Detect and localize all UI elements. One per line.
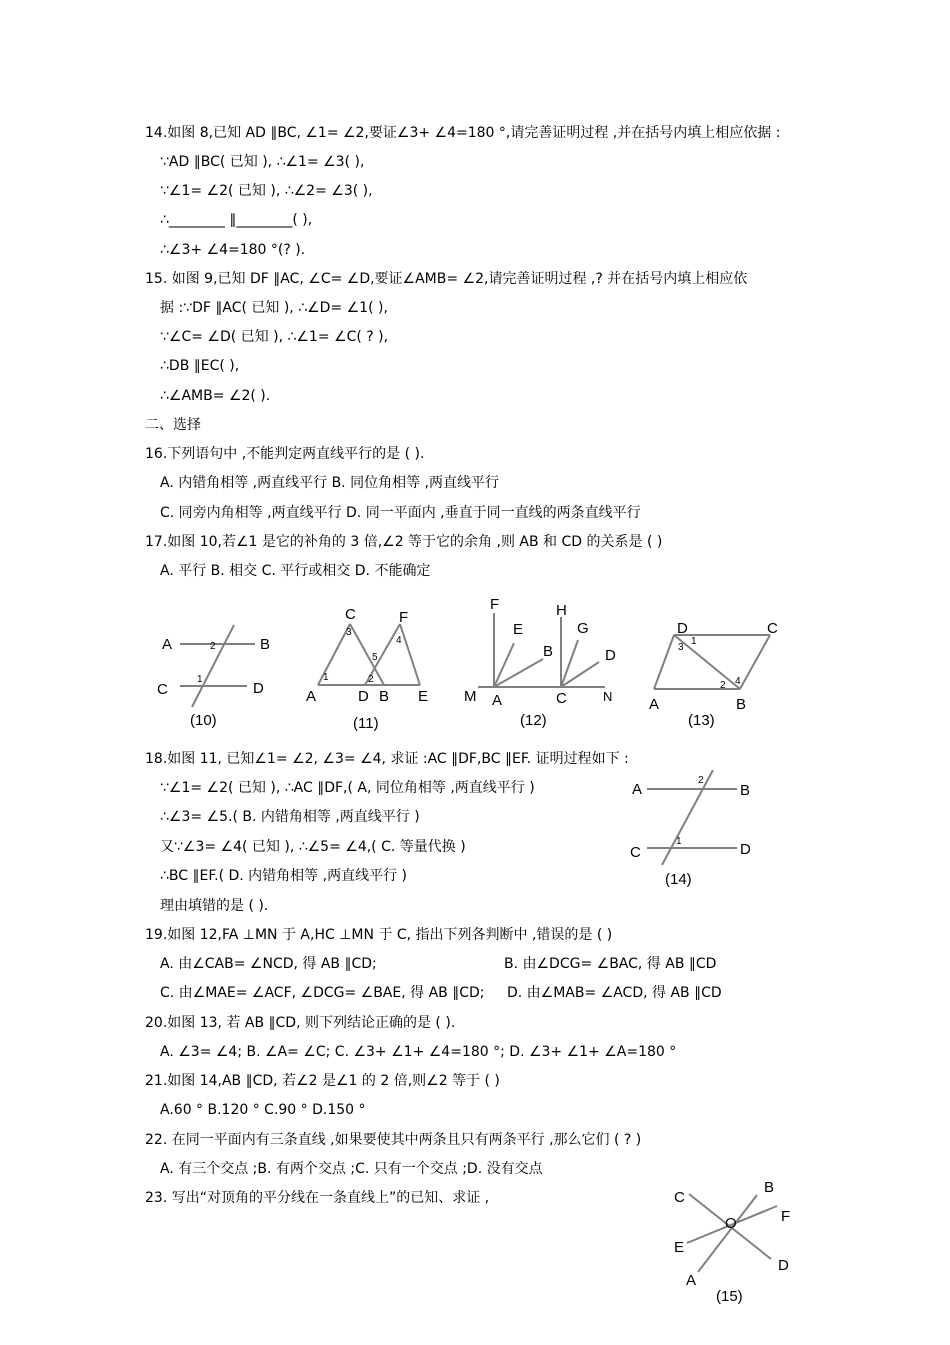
point-label: D (605, 647, 616, 664)
text-line-q20_1: A. ∠3= ∠4; B. ∠A= ∠C; C. ∠3+ ∠1+ ∠4=180 °; D. ∠3+ ∠1+ ∠A=180 ° (160, 1044, 677, 1060)
text-line-q19_2: B. 由∠DCG= ∠BAC, 得 AB ∥CD (504, 956, 717, 972)
point-label: F (781, 1208, 791, 1225)
figure-13 (640, 615, 790, 735)
text-line-q18_3: 又∵∠3= ∠4( 已知 ), ∴∠5= ∠4,( C. 等量代换 ) (160, 839, 466, 855)
figure-10 (150, 615, 280, 735)
point-label: D (677, 620, 688, 637)
point-label: A (649, 696, 660, 713)
angle-label: 1 (323, 672, 329, 683)
point-label: C (630, 844, 641, 861)
angle-label: 2 (368, 674, 374, 685)
point-label: C (674, 1189, 685, 1206)
angle-label: 1 (197, 674, 203, 685)
point-label: A (686, 1272, 697, 1289)
text-line-q20_0: 20.如图 13, 若 AB ∥CD, 则下列结论正确的是 ( ). (145, 1015, 456, 1031)
text-line-q16_1: A. 内错角相等 ,两直线平行 B. 同位角相等 ,两直线平行 (160, 475, 499, 491)
text-line-q21_1: A.60 ° B.120 ° C.90 ° D.150 ° (160, 1102, 366, 1118)
text-line-q15_2: ∵∠C= ∠D( 已知 ), ∴∠1= ∠C( ? ), (160, 329, 389, 345)
angle-label: 1 (691, 636, 697, 647)
point-label: C (556, 690, 567, 707)
text-line-q14_3: ∴________ ∥________( ), (160, 212, 313, 228)
point-label: C (157, 681, 168, 698)
text-line-sec2: 二、选择 (145, 417, 201, 433)
point-label: A (306, 688, 317, 705)
point-label: B (379, 688, 390, 705)
point-label: N (603, 689, 613, 704)
point-label: H (556, 602, 567, 619)
point-label: D (253, 680, 264, 697)
text-line-q22_1: A. 有三个交点 ;B. 有两个交点 ;C. 只有一个交点 ;D. 没有交点 (160, 1161, 543, 1177)
point-label: F (490, 596, 500, 613)
text-line-q17_1: A. 平行 B. 相交 C. 平行或相交 D. 不能确定 (160, 563, 431, 579)
angle-label: 4 (735, 676, 741, 687)
point-label: B (260, 636, 271, 653)
point-label: E (674, 1239, 685, 1256)
point-label: A (162, 636, 173, 653)
figure-15 (665, 1175, 805, 1310)
point-label: C (345, 606, 356, 623)
text-line-q16_0: 16.下列语句中 ,不能判定两直线平行的是 ( ). (145, 446, 425, 462)
point-label: F (399, 609, 409, 626)
angle-label: 2 (720, 680, 726, 691)
point-label: A (492, 692, 503, 709)
text-line-q21_0: 21.如图 14,AB ∥CD, 若∠2 是∠1 的 2 倍,则∠2 等于 ( ) (145, 1073, 500, 1089)
point-label: E (418, 688, 429, 705)
point-label: D (778, 1257, 789, 1274)
angle-label: 5 (372, 652, 378, 663)
point-label: A (632, 781, 643, 798)
angle-label: 2 (210, 641, 216, 652)
text-line-q18_1: ∵∠1= ∠2( 已知 ), ∴AC ∥DF,( A, 同位角相等 ,两直线平行 ) (160, 780, 535, 796)
figure-caption: (11) (353, 715, 379, 732)
point-label: B (543, 643, 554, 660)
point-label: O (725, 1215, 737, 1232)
angle-label: 2 (698, 775, 704, 786)
text-line-q19_4: D. 由∠MAB= ∠ACD, 得 AB ∥CD (507, 985, 722, 1001)
angle-label: 1 (676, 836, 682, 847)
text-line-q18_4: ∴BC ∥EF.( D. 内错角相等 ,两直线平行 ) (160, 868, 407, 884)
point-label: E (513, 621, 524, 638)
point-label: B (764, 1179, 775, 1196)
point-label: D (358, 688, 369, 705)
figure-caption: (15) (716, 1288, 743, 1305)
point-label: D (740, 841, 751, 858)
figure-11 (300, 602, 440, 737)
text-line-q18_0: 18.如图 11, 已知∠1= ∠2, ∠3= ∠4, 求证 :AC ∥DF,BC ∥EF. 证明过程如下 : (145, 751, 629, 767)
text-line-q14_0: 14.如图 8,已知 AD ∥BC, ∠1= ∠2,要证∠3+ ∠4=180 °,请完善证明过程 ,并在括号内填上相应依据 : (145, 125, 781, 141)
text-line-q14_2: ∵∠1= ∠2( 已知 ), ∴∠2= ∠3( ), (160, 183, 373, 199)
figure-12 (460, 595, 625, 735)
figure-caption: (14) (665, 871, 692, 888)
figure-caption: (12) (520, 712, 547, 729)
text-line-q19_1: A. 由∠CAB= ∠NCD, 得 AB ∥CD; (160, 956, 377, 972)
point-label: M (464, 688, 477, 705)
text-line-q15_4: ∴∠AMB= ∠2( ). (160, 388, 271, 404)
angle-label: 3 (346, 627, 352, 638)
point-label: G (577, 620, 589, 637)
angle-label: 3 (678, 642, 684, 653)
text-line-q19_3: C. 由∠MAE= ∠ACF, ∠DCG= ∠BAE, 得 AB ∥CD; (160, 985, 485, 1001)
angle-label: 4 (396, 635, 402, 646)
text-line-q14_4: ∴∠3+ ∠4=180 °(? ). (160, 242, 306, 258)
figure-14 (625, 770, 765, 895)
point-label: B (736, 696, 747, 713)
text-line-q15_0: 15. 如图 9,已知 DF ∥AC, ∠C= ∠D,要证∠AMB= ∠2,请完善证明过程 ,? 并在括号内填上相应依 (145, 271, 748, 287)
point-label: C (767, 620, 778, 637)
text-line-q22_0: 22. 在同一平面内有三条直线 ,如果要使其中两条且只有两条平行 ,那么它们 ( ? ) (145, 1132, 642, 1148)
text-line-q19_0: 19.如图 12,FA ⊥MN 于 A,HC ⊥MN 于 C, 指出下列各判断中 ,错误的是 ( ) (145, 927, 613, 943)
text-line-q23_0: 23. 写出“对顶角的平分线在一条直线上”的已知、求证 , (145, 1190, 490, 1206)
text-line-q18_5: 理由填错的是 ( ). (160, 898, 269, 914)
text-line-q16_2: C. 同旁内角相等 ,两直线平行 D. 同一平面内 ,垂直于同一直线的两条直线平行 (160, 505, 641, 521)
figure-caption: (13) (688, 712, 715, 729)
point-label: B (740, 782, 751, 799)
text-line-q18_2: ∴∠3= ∠5.( B. 内错角相等 ,两直线平行 ) (160, 809, 420, 825)
text-line-q15_1: 据 :∵DF ∥AC( 已知 ), ∴∠D= ∠1( ), (160, 300, 388, 316)
text-line-q17_0: 17.如图 10,若∠1 是它的补角的 3 倍,∠2 等于它的余角 ,则 AB 和 CD 的关系是 ( ) (145, 534, 663, 550)
text-line-q15_3: ∴DB ∥EC( ), (160, 358, 240, 374)
text-line-q14_1: ∵AD ∥BC( 已知 ), ∴∠1= ∠3( ), (160, 154, 365, 170)
figure-caption: (10) (190, 712, 217, 729)
